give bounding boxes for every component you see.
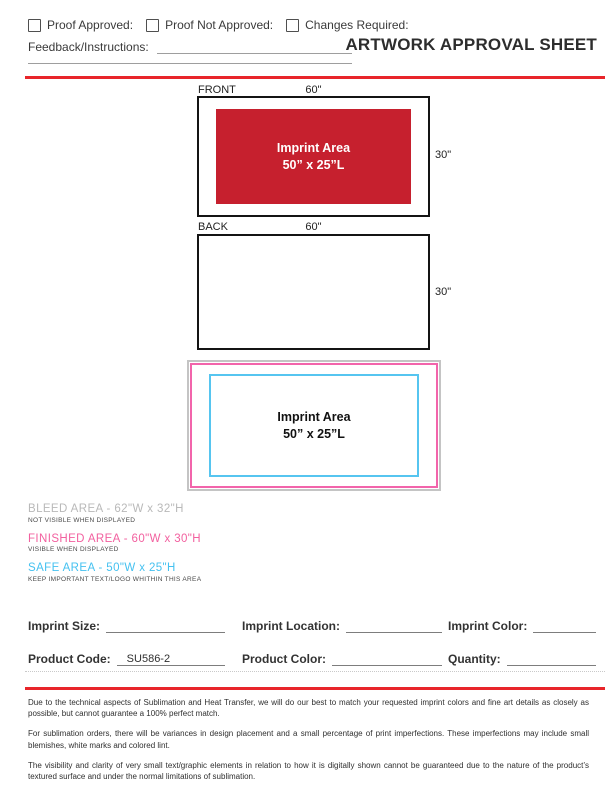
imprint-color-field-group xyxy=(448,618,596,633)
legend-bleed xyxy=(28,503,201,524)
quantity-field[interactable] xyxy=(507,651,596,666)
proof-not-approved-checkbox[interactable] xyxy=(146,19,159,32)
finished-area-box xyxy=(190,363,438,488)
top-red-rule xyxy=(25,76,605,79)
dotted-separator xyxy=(25,671,605,672)
legend-bleed-title: BLEED AREA - 62"W x 32"H xyxy=(28,503,184,515)
template-imprint-line1: Imprint Area xyxy=(277,409,351,424)
proof-approved-checkbox[interactable] xyxy=(28,19,41,32)
proof-not-approved-option xyxy=(146,18,273,32)
proof-approved-label: Proof Approved: xyxy=(47,18,134,32)
back-height-dim: 30" xyxy=(435,286,452,298)
changes-required-option xyxy=(286,18,408,32)
legend-finished-subtitle: VISIBLE WHEN DISPLAYED xyxy=(28,546,119,553)
quantity-label: Quantity: xyxy=(448,652,501,666)
imprint-location-field[interactable] xyxy=(346,618,442,633)
front-panel-box xyxy=(197,96,430,217)
disclaimer-paragraph-3: The visibility and clarity of very small text/graphic elements in relation to how it is digitally shown cannot be guaranteed due to the nature of the product’s textured surface and under the normal limitations of sublimation. xyxy=(28,760,589,781)
back-panel-box xyxy=(197,234,430,350)
imprint-location-field-group xyxy=(242,618,442,633)
product-color-field-group xyxy=(242,651,442,666)
front-imprint-area xyxy=(216,109,411,204)
product-code-label: Product Code: xyxy=(28,652,111,666)
area-legend xyxy=(28,503,201,592)
approval-checkbox-row xyxy=(28,18,409,32)
proof-not-approved-label: Proof Not Approved: xyxy=(165,18,274,32)
legend-finished xyxy=(28,533,201,554)
disclaimer-paragraph-1: Due to the technical aspects of Sublimation and Heat Transfer, we will do our best to match your requested imprint colors and fine art details as closely as possible, but cannot guarantee a 100% perfect match. xyxy=(28,698,589,719)
back-label: BACK xyxy=(198,221,228,233)
page-title: ARTWORK APPROVAL SHEET xyxy=(345,35,597,54)
imprint-color-label: Imprint Color: xyxy=(448,619,528,633)
legend-finished-title: FINISHED AREA - 60"W x 30"H xyxy=(28,532,201,545)
front-width-dim: 60" xyxy=(305,84,322,96)
front-height-dim: 30" xyxy=(435,149,452,161)
quantity-field-group xyxy=(448,651,596,666)
product-code-field[interactable]: SU586-2 xyxy=(117,651,225,666)
imprint-location-label: Imprint Location: xyxy=(242,619,340,633)
changes-required-label: Changes Required: xyxy=(305,18,409,32)
bleed-area-box xyxy=(187,360,441,491)
imprint-color-field[interactable] xyxy=(533,618,596,633)
feedback-line-2[interactable] xyxy=(28,49,352,64)
back-width-dim: 60" xyxy=(305,221,322,233)
imprint-size-field-group xyxy=(28,618,225,633)
template-imprint-area xyxy=(277,409,350,443)
safe-area-box xyxy=(209,374,419,477)
imprint-size-field[interactable] xyxy=(106,618,225,633)
product-color-label: Product Color: xyxy=(242,652,326,666)
front-imprint-line2: 50” x 25”L xyxy=(282,157,345,172)
disclaimer-text xyxy=(28,697,589,791)
legend-safe xyxy=(28,562,201,583)
product-color-field[interactable] xyxy=(332,651,442,666)
product-code-field-group xyxy=(28,651,225,666)
feedback-label: Feedback/Instructions: xyxy=(28,40,149,54)
front-label: FRONT xyxy=(198,84,236,96)
legend-safe-title: SAFE AREA - 50"W x 25"H xyxy=(28,562,176,574)
disclaimer-paragraph-2: For sublimation orders, there will be variances in design placement and a small percentage of print imperfections. These imperfections may include small blemishes, white marks and colored lint. xyxy=(28,729,589,750)
template-imprint-line2: 50” x 25”L xyxy=(283,426,345,441)
proof-approved-option xyxy=(28,18,133,32)
bottom-red-rule xyxy=(25,687,605,690)
legend-safe-subtitle: KEEP IMPORTANT TEXT/LOGO WHITHIN THIS AREA xyxy=(28,575,202,583)
imprint-size-label: Imprint Size: xyxy=(28,619,101,633)
front-imprint-line1: Imprint Area xyxy=(276,140,351,155)
changes-required-checkbox[interactable] xyxy=(286,19,299,32)
legend-bleed-subtitle: NOT VISIBLE WHEN DISPLAYED xyxy=(28,516,136,524)
